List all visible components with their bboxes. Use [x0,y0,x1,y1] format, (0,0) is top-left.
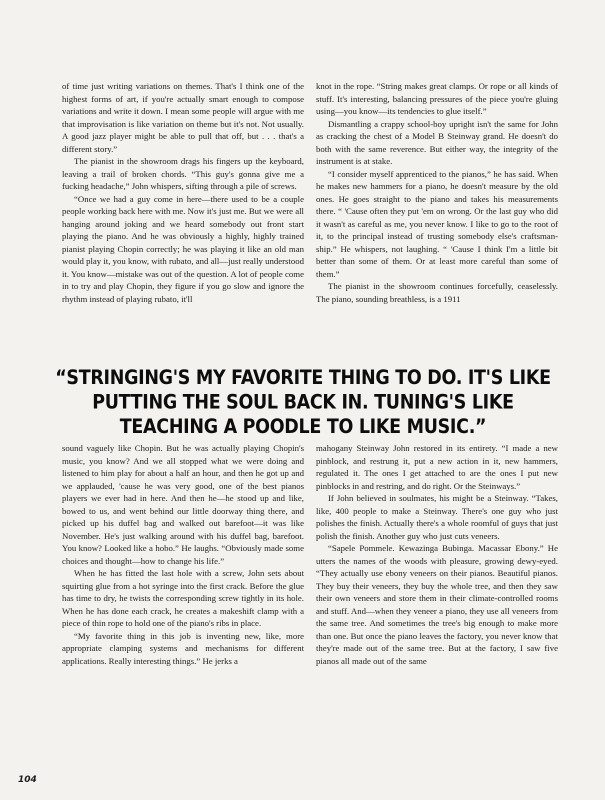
paragraph: Dismantling a crappy school-boy upright isn't the same for John as cracking the chest of a Model B Steinway grand. He doesn't do both with the same reverence. But either way, the integrity of the instrument is at stake. [316,118,558,166]
paragraph: The pianist in the showroom continues forcefully, ceaselessly. The piano, sounding breathless, is a 1911 [316,281,558,304]
paragraph: sound vaguely like Chopin. But he was actually playing Chopin's music, you know? And we all stopped what we were doing and listened to him play for about a half an hour, and then he got up and we applauded, 'cause he was very good, one of the best pianos players we ever had in here. And then he—he stood up and like, bowed to us, and went behind our little doorway thing there, and picked up his duffel bag and walked out barefoot—it was like November. He's just walking around with his duffel bag, barefoot. You know? Looked like a hobo.” He laughs. “Obviously made some choices and thought—how to change his life.” [62,443,304,566]
column-bottom-left [62,442,304,667]
paragraph: knot in the rope. “String makes great clamps. Or rope or all kinds of stuff. It's interesting, balancing pressures of the piece you're gluing using—you know—its tendencies to glue itself.” [316,81,558,116]
paragraph: “I consider myself apprenticed to the pianos,” he has said. When he makes new hammers for a piano, he doesn't measure by the old ones. He goes straight to the piano and takes his measurements there. “ 'Cause often they put 'em on wrong. Or the last guy who did it wasn't as careful as me, you never know. I like to go to the root of it, to the principal instead of trusting somebody else's craftsmanship.” He whispers, not laughing. “ 'Cause I think I'm a little bit better than some of them. Or at least more careful than some of them.” [316,168,558,279]
page-number: 104 [18,775,37,785]
column-bottom-right [316,442,558,667]
paragraph: If John believed in soulmates, his might be a Steinway. “Takes, like, 400 people to make a Steinway. There's one guy who just polishes the finish. Actually there's a whole roomful of guys that just polish the finish. Another guy who just cuts veneers. [316,493,558,541]
paragraph: “My favorite thing in this job is inventing new, like, more appropriate clamping systems and mechanisms for different applications. Really interesting things.” He jerks a [62,630,304,666]
column-top-left [62,80,304,305]
pull-quote: “STRINGING'S MY FAVORITE THING TO DO. IT'S LIKE PUTTING THE SOUL BACK IN. TUNING'S LIKE TEACHING A POODLE TO LIKE MUSIC.” [55,367,551,439]
paragraph: “Sapele Pommele. Kewazinga Bubinga. Macassar Ebony.” He utters the names of the woods with pleasure, growing dewy-eyed. “They actually use ebony veneers on their pianos. Beautiful pianos. They buy their veneers, they buy the whole tree, and then they saw their own veneers and store them in their climate-controlled rooms and stuff. And—when they veneer a piano, they use all veneers from the same tree. And sometimes the tree's big enough to make more than one. But once the piano leaves the factory, you never know that they're made out of the same tree. But at the factory, I saw five pianos all made out of the same [316,543,558,666]
paragraph: “Once we had a guy come in here—there used to be a couple people working back here with me. Now it's just me. But we were all hanging around joking and we heard somebody out front start playing the piano. And he was obviously a highly, highly trained pianist playing Chopin correctly; he was playing it like an old man would play it, you know, with rubato, and all—just really understood it. You know—mistake was out of the question. A lot of people come in to try and play Chopin, they figure if you go slow and ignore the rhythm instead of playing rubato, it'll [62,193,304,304]
paragraph: When he has fitted the last hole with a screw, John sets about squirting glue from a hot syringe into the first crack. Before the glue has time to dry, he twists the corresponding screw tightly in its hole. When he has done each crack, he creates a makeshift clamp with a piece of thin rope to hold one of the piano's ribs in place. [62,568,304,628]
column-top-right [316,80,558,305]
paragraph: mahogany Steinway John restored in its entirety. “I made a new pinblock, and restrung it, put a new action in it, new hammers, regulated it. The ones I get attached to are the ones I put new pinblocks in and restring, and do right. Or the Steinways.” [316,443,558,491]
paragraph: The pianist in the showroom drags his fingers up the keyboard, leaving a trail of broken chords. “This guy's gonna give me a fucking headache,” John whispers, sifting through a pile of screws. [62,156,304,191]
paragraph: of time just writing variations on themes. That's I think one of the highest forms of art, if you're actually smart enough to compose variations and write it down. I mean some people will argue with me that improvisation is like variation on theme but it's not. Not usually. A good jazz player might be able to pull that off, but . . . that's a different story.” [62,81,304,154]
